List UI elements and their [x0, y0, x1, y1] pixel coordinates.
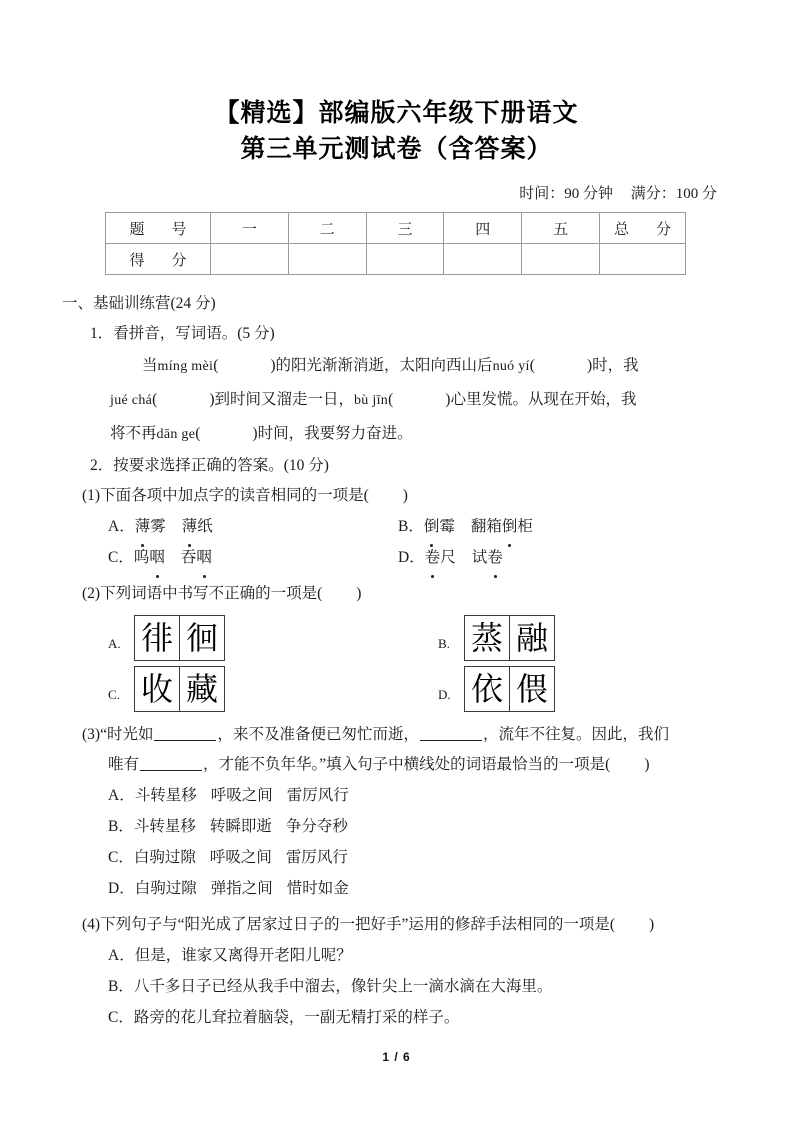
char-cell: 徘: [135, 616, 180, 660]
question-2-4-prompt: [62, 910, 733, 940]
word2-post: 柜: [517, 518, 533, 535]
word-pre: 呜: [133, 549, 150, 566]
sub-label-2: (2): [82, 585, 101, 602]
emphasis-dot-char: 薄: [182, 511, 198, 542]
emphasis-dot-char: 卷: [425, 542, 441, 573]
char-box-row-cd: [62, 666, 733, 712]
idiom-3: 雷厉风行: [286, 787, 349, 804]
word-post: 雾: [150, 518, 166, 535]
char-option-C[interactable]: [108, 666, 438, 712]
option-letter: D．: [398, 549, 425, 566]
score-input-total[interactable]: [600, 244, 686, 275]
word2-post: 纸: [197, 518, 213, 535]
option-letter: B．: [398, 518, 424, 535]
option-2-1-C[interactable]: [108, 542, 398, 573]
cloze-blank-1[interactable]: [154, 725, 216, 741]
q1-blank-5[interactable]: ( ): [195, 425, 258, 442]
sub3-text-b: ，来不及准备便已匆忙而逝，: [217, 726, 419, 743]
exam-content: [0, 289, 793, 1033]
option-2-3-C[interactable]: [62, 842, 733, 873]
sub-close-1: ): [402, 487, 408, 504]
emphasis-dot-char: 倒: [502, 511, 518, 542]
title-line-2: 第三单元测试卷（含答案）: [240, 136, 553, 163]
option-letter: C．: [108, 549, 134, 566]
q1-blank-3[interactable]: ( ): [152, 391, 215, 408]
title-line-1: 【精选】部编版六年级下册语文: [214, 100, 579, 127]
char-option-D[interactable]: [438, 666, 768, 712]
option-2-1-A[interactable]: [108, 511, 398, 542]
pinyin-mingmei: míng mèi: [157, 359, 214, 374]
option-2-1-D[interactable]: [398, 542, 733, 573]
cell-question-label: 题 号: [106, 213, 211, 244]
pinyin-bujin: bù jīn: [354, 393, 389, 408]
cloze-blank-2[interactable]: [420, 725, 482, 741]
score-input-3[interactable]: [366, 244, 444, 275]
word-post: 霉: [439, 518, 455, 535]
option-2-4-A[interactable]: [62, 940, 733, 971]
cell-question-1: 一: [211, 213, 289, 244]
sub-label-1: (1): [82, 487, 101, 504]
char-grid-D: [464, 666, 555, 712]
word2-pre: 翻箱: [470, 518, 502, 535]
char-cell: 偎: [515, 670, 548, 708]
sub3-text-d: 唯有: [108, 756, 140, 773]
question-2-2-prompt: [62, 579, 733, 609]
char-cell: 收: [135, 667, 180, 711]
idiom-2: 呼吸之间: [210, 787, 273, 804]
question-2-header: [62, 451, 733, 481]
cell-question-5: 五: [522, 213, 600, 244]
word2-pre: 试: [471, 549, 488, 566]
q1-text-c: 时，我: [592, 357, 639, 374]
box-letter-D: D.: [438, 687, 451, 702]
option-letter: A．: [108, 518, 135, 535]
sub-label-3: (3): [82, 726, 101, 743]
score-input-1[interactable]: [211, 244, 289, 275]
char-cell: 藏: [185, 670, 218, 708]
sub-close-3: ): [644, 756, 650, 773]
question-1-number: 1．: [90, 325, 114, 342]
time-limit-label: 时间：90 分钟: [519, 186, 613, 202]
page-footer: 1 / 6: [382, 1050, 411, 1064]
option-2-3-A[interactable]: [62, 780, 733, 811]
question-2-prompt: 按要求选择正确的答案。(10 分): [113, 457, 329, 474]
option-letter: A．: [108, 947, 135, 964]
emphasis-dot-char: 薄: [135, 511, 151, 542]
sub-close-4: ): [649, 916, 655, 933]
pinyin-juecha: jué chá: [110, 393, 153, 408]
exam-meta: [0, 184, 793, 204]
question-1-prompt: 看拼音，写词语。(5 分): [113, 325, 275, 342]
sub-prompt-2: 下列词语中书写不正确的一项是(: [100, 585, 323, 602]
box-letter-A: A.: [108, 636, 121, 651]
option-2-3-D[interactable]: [62, 873, 733, 904]
option-letter: C．: [108, 1009, 134, 1026]
sub3-text-a: “时光如: [100, 726, 154, 743]
cell-total-label: 总 分: [600, 213, 686, 244]
q1-text-a: 当: [142, 357, 158, 374]
q1-blank-2[interactable]: ( ): [529, 357, 593, 374]
pinyin-nuoyi: nuó yí: [492, 359, 530, 374]
char-grid-C: [134, 666, 225, 712]
option-row-2-1-cd: [62, 542, 733, 573]
question-1-body-line-2: [62, 383, 733, 417]
full-score-label: 满分：100 分: [630, 186, 717, 202]
option-2-4-B[interactable]: [62, 971, 733, 1002]
score-table: [105, 212, 686, 275]
pinyin-danbge: dān ge: [156, 427, 196, 442]
idiom-1: 白驹过隙: [134, 880, 197, 897]
question-2-1-prompt: [62, 481, 733, 511]
question-2-3-prompt-line1: [62, 720, 733, 750]
char-cell: 融: [515, 619, 548, 657]
option-2-4-C[interactable]: [62, 1002, 733, 1033]
q1-text-e: 心里发慌。从现在开始，我: [450, 391, 637, 408]
option-letter: B．: [108, 818, 134, 835]
sub-label-4: (4): [82, 916, 101, 933]
sub-prompt-4: 下列句子与“阳光成了居家过日子的一把好手”运用的修辞手法相同的一项是(: [100, 916, 616, 933]
option-2-1-B[interactable]: [398, 511, 733, 542]
sub-prompt-1: 下面各项中加点字的读音相同的一项是(: [100, 487, 369, 504]
idiom-1: 斗转星移: [133, 818, 196, 835]
score-table-wrapper: [0, 212, 793, 275]
char-box-row-ab: [62, 615, 733, 661]
emphasis-dot-char: 咽: [149, 542, 165, 573]
cell-question-2: 二: [288, 213, 366, 244]
question-1-body-line-3: [62, 417, 733, 451]
option-2-3-B[interactable]: [62, 811, 733, 842]
option-letter: D．: [108, 880, 135, 897]
q1-blank-1[interactable]: ( ): [213, 357, 276, 374]
emphasis-dot-char: 咽: [196, 542, 212, 573]
char-grid-A: [134, 615, 225, 661]
score-input-4[interactable]: [444, 244, 522, 275]
box-letter-C: C.: [108, 687, 120, 702]
cell-question-4: 四: [444, 213, 522, 244]
cloze-blank-3[interactable]: [140, 755, 202, 771]
page-title: [0, 96, 793, 168]
table-row-scores: [106, 244, 686, 275]
cell-question-3: 三: [366, 213, 444, 244]
question-2-3-prompt-line2: [62, 750, 733, 780]
char-cell: 徊: [185, 619, 218, 657]
emphasis-dot-char: 卷: [487, 542, 503, 573]
char-option-A[interactable]: [108, 615, 438, 661]
sub3-text-c: ，流年不往复。因此，我们: [482, 726, 669, 743]
option-letter: C．: [108, 849, 134, 866]
cell-score-label: 得 分: [106, 244, 211, 275]
option-text: 路旁的花儿耷拉着脑袋，一副无精打采的样子。: [133, 1009, 460, 1026]
idiom-2: 呼吸之间: [209, 849, 272, 866]
box-letter-B: B.: [438, 636, 450, 651]
idiom-3: 惜时如金: [286, 880, 349, 897]
idiom-1: 白驹过隙: [133, 849, 196, 866]
char-cell: 依: [465, 667, 510, 711]
char-cell: 蒸: [465, 616, 510, 660]
question-1-body-line-1: [62, 349, 733, 383]
emphasis-dot-char: 倒: [424, 511, 440, 542]
option-row-2-1-ab: [62, 511, 733, 542]
word2-pre: 吞: [180, 549, 197, 566]
q1-text-d: 到时间又溜走一日，: [214, 391, 354, 408]
option-letter: A．: [108, 787, 135, 804]
idiom-1: 斗转星移: [134, 787, 197, 804]
char-option-B[interactable]: [438, 615, 768, 661]
q1-text-f: 将不再: [110, 425, 157, 442]
sub3-text-e: ，才能不负年华。”填入句子中横线处的词语最恰当的一项是(: [203, 756, 611, 773]
table-row-question-numbers: [106, 213, 686, 244]
q1-text-b: 的阳光渐渐消逝，太阳向西山后: [275, 357, 493, 374]
score-input-5[interactable]: [522, 244, 600, 275]
section-heading-1: 一、基础训练营(24 分): [62, 295, 216, 312]
option-text: 八千多日子已经从我手中溜去，像针尖上一滴水滴在大海里。: [133, 978, 553, 995]
idiom-2: 转瞬即逝: [209, 818, 272, 835]
sub-close-2: ): [356, 585, 362, 602]
idiom-2: 弹指之间: [210, 880, 273, 897]
question-2-number: 2．: [90, 457, 114, 474]
q1-text-g: 时间，我要努力奋进。: [257, 425, 413, 442]
idiom-3: 争分夺秒: [285, 818, 348, 835]
q1-blank-4[interactable]: ( ): [388, 391, 451, 408]
word-post: 尺: [440, 549, 456, 566]
option-letter: B．: [108, 978, 134, 995]
option-text: 但是，谁家又离得开老阳儿呢？: [134, 947, 352, 964]
question-1-header: [62, 319, 733, 349]
score-input-2[interactable]: [288, 244, 366, 275]
char-grid-B: [464, 615, 555, 661]
idiom-3: 雷厉风行: [285, 849, 348, 866]
